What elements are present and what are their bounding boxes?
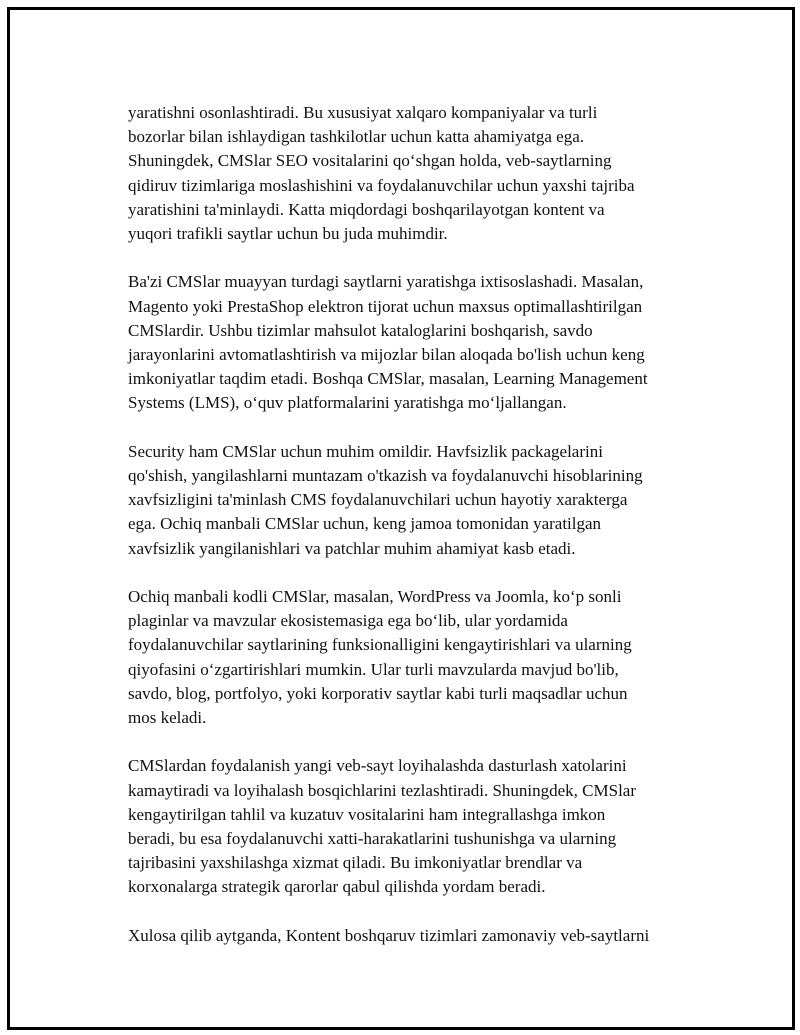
text-line: Shuningdek, CMSlar SEO vositalarini qo‘shgan holda, veb-saytlarning bbox=[128, 151, 612, 171]
paragraph-1 bbox=[128, 101, 708, 246]
text-line: yuqori trafikli saytlar uchun bu juda muhimdir. bbox=[128, 224, 448, 244]
text-line: yaratishini ta'minlaydi. Katta miqdordagi boshqarilayotgan kontent va bbox=[128, 199, 605, 219]
paragraph-6 bbox=[128, 924, 708, 948]
text-line: bozorlar bilan ishlaydigan tashkilotlar uchun katta ahamiyatga ega. bbox=[128, 127, 585, 147]
text-line: Systems (LMS), o‘quv platformalarini yaratishga mo‘ljallangan. bbox=[128, 393, 567, 413]
text-line: Security ham CMSlar uchun muhim omildir. Havfsizlik packagelarini bbox=[128, 441, 603, 461]
page-frame bbox=[7, 7, 795, 1030]
text-line: ega. Ochiq manbali CMSlar uchun, keng jamoa tomonidan yaratilgan bbox=[128, 514, 602, 534]
text-line: kamaytiradi va loyihalash bosqichlarini tezlashtiradi. Shuningdek, CMSlar bbox=[128, 780, 637, 800]
text-line: xavfsizligini ta'minlash CMS foydalanuvchilari uchun hayotiy xarakterga bbox=[128, 490, 628, 510]
paragraph-2 bbox=[128, 270, 708, 415]
text-line: Xulosa qilib aytganda, Kontent boshqaruv tizimlari zamonaviy veb-saytlarni bbox=[128, 925, 650, 945]
paragraph-3 bbox=[128, 440, 708, 561]
text-line: beradi, bu esa foydalanuvchi xatti-harakatlarini tushunishga va ularning bbox=[128, 829, 617, 849]
text-line: foydalanuvchilar saytlarining funksionalligini kengaytirishlari va ularning bbox=[128, 635, 632, 655]
text-line: xavfsizlik yangilanishlari va patchlar muhim ahamiyat kasb etadi. bbox=[128, 538, 576, 558]
text-line: qiyofasini o‘zgartirishlari mumkin. Ular turli mavzularda mavjud bo'lib, bbox=[128, 659, 619, 679]
text-line: qidiruv tizimlariga moslashishini va foydalanuvchilar uchun yaxshi tajriba bbox=[128, 175, 635, 195]
text-line: CMSlardan foydalanish yangi veb-sayt loyihalashda dasturlash xatolarini bbox=[128, 756, 627, 776]
document-body bbox=[128, 101, 708, 972]
text-line: mos keladi. bbox=[128, 708, 207, 728]
text-line: plaginlar va mavzular ekosistemasiga ega bo‘lib, ular yordamida bbox=[128, 611, 568, 631]
text-line: imkoniyatlar taqdim etadi. Boshqa CMSlar, masalan, Learning Management bbox=[128, 369, 648, 389]
text-line: Magento yoki PrestaShop elektron tijorat uchun maxsus optimallashtirilgan bbox=[128, 296, 643, 316]
paragraph-5 bbox=[128, 754, 708, 899]
text-line: savdo, blog, portfolyo, yoki korporativ saytlar kabi turli maqsadlar uchun bbox=[128, 683, 628, 703]
text-line: jarayonlarini avtomatlashtirish va mijozlar bilan aloqada bo'lish uchun keng bbox=[128, 345, 645, 365]
text-line: qo'shish, yangilashlarni muntazam o'tkazish va foydalanuvchi hisoblarining bbox=[128, 466, 643, 486]
text-line: Ochiq manbali kodli CMSlar, masalan, WordPress va Joomla, ko‘p sonli bbox=[128, 587, 622, 607]
text-line: korxonalarga strategik qarorlar qabul qilishda yordam beradi. bbox=[128, 877, 546, 897]
paragraph-4 bbox=[128, 585, 708, 730]
text-line: yaratishni osonlashtiradi. Bu xususiyat xalqaro kompaniyalar va turli bbox=[128, 103, 598, 122]
text-line: CMSlardir. Ushbu tizimlar mahsulot kataloglarini boshqarish, savdo bbox=[128, 320, 593, 340]
text-line: Ba'zi CMSlar muayyan turdagi saytlarni yaratishga ixtisoslashadi. Masalan, bbox=[128, 272, 644, 292]
text-line: tajribasini yaxshilashga xizmat qiladi. Bu imkoniyatlar brendlar va bbox=[128, 853, 583, 873]
text-line: kengaytirilgan tahlil va kuzatuv vositalarini ham integrallashga imkon bbox=[128, 804, 606, 824]
